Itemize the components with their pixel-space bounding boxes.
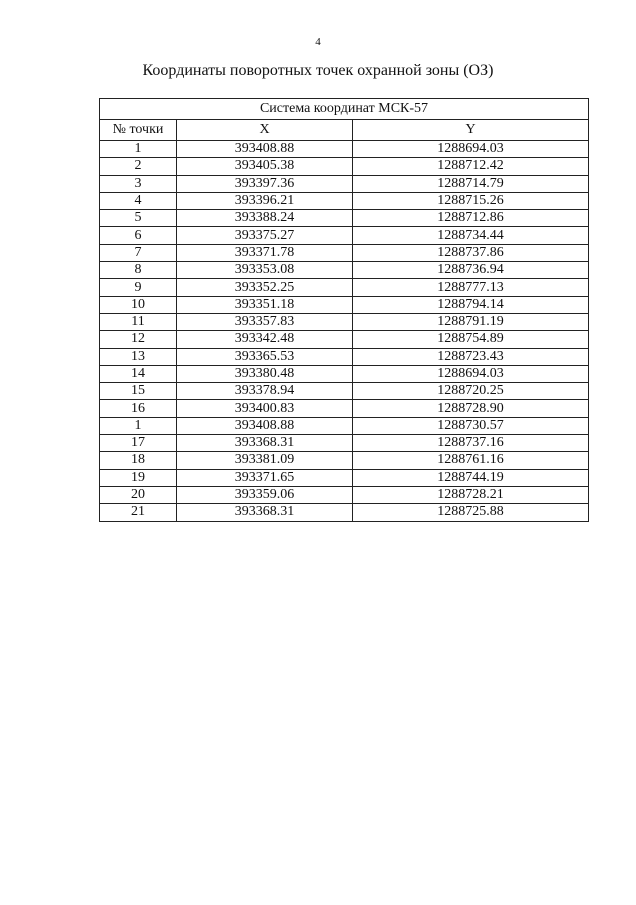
point-number-cell: 14 [100, 365, 177, 382]
table-row [100, 417, 589, 434]
x-cell: 393375.27 [177, 227, 353, 244]
x-cell: 393371.65 [177, 469, 353, 486]
y-cell: 1288736.94 [353, 262, 589, 279]
y-cell: 1288791.19 [353, 313, 589, 330]
point-number-cell: 10 [100, 296, 177, 313]
x-cell: 393357.83 [177, 313, 353, 330]
point-number-cell: 17 [100, 435, 177, 452]
point-number-cell: 13 [100, 348, 177, 365]
table-row [100, 383, 589, 400]
y-cell: 1288794.14 [353, 296, 589, 313]
table-row [100, 313, 589, 330]
x-cell: 393408.88 [177, 141, 353, 158]
x-cell: 393359.06 [177, 486, 353, 503]
x-cell: 393408.88 [177, 417, 353, 434]
table-row [100, 435, 589, 452]
x-cell: 393365.53 [177, 348, 353, 365]
x-cell: 393368.31 [177, 504, 353, 521]
table-row [100, 192, 589, 209]
x-cell: 393352.25 [177, 279, 353, 296]
table-row [100, 452, 589, 469]
table-row [100, 331, 589, 348]
table-row [100, 365, 589, 382]
page-number: 4 [315, 36, 321, 48]
point-number-cell: 1 [100, 141, 177, 158]
x-cell: 393397.36 [177, 175, 353, 192]
table-row [100, 141, 589, 158]
table-row [100, 296, 589, 313]
x-cell: 393378.94 [177, 383, 353, 400]
point-number-cell: 9 [100, 279, 177, 296]
table-row [100, 279, 589, 296]
coordinates-table [99, 98, 589, 522]
y-cell: 1288754.89 [353, 331, 589, 348]
x-cell: 393405.38 [177, 158, 353, 175]
x-cell: 393351.18 [177, 296, 353, 313]
y-cell: 1288714.79 [353, 175, 589, 192]
point-number-cell: 12 [100, 331, 177, 348]
point-number-cell: 6 [100, 227, 177, 244]
point-number-cell: 15 [100, 383, 177, 400]
x-cell: 393381.09 [177, 452, 353, 469]
x-cell: 393342.48 [177, 331, 353, 348]
x-cell: 393388.24 [177, 210, 353, 227]
y-cell: 1288712.86 [353, 210, 589, 227]
point-number-cell: 16 [100, 400, 177, 417]
point-number-cell: 19 [100, 469, 177, 486]
y-cell: 1288728.90 [353, 400, 589, 417]
table-row [100, 262, 589, 279]
y-cell: 1288761.16 [353, 452, 589, 469]
point-number-cell: 7 [100, 244, 177, 261]
y-cell: 1288720.25 [353, 383, 589, 400]
coordinate-system-row [100, 99, 589, 120]
y-cell: 1288712.42 [353, 158, 589, 175]
point-number-cell: 8 [100, 262, 177, 279]
table-row [100, 504, 589, 521]
x-cell: 393353.08 [177, 262, 353, 279]
y-cell: 1288715.26 [353, 192, 589, 209]
table-row [100, 158, 589, 175]
header-point-number: № точки [100, 120, 177, 141]
point-number-cell: 5 [100, 210, 177, 227]
point-number-cell: 20 [100, 486, 177, 503]
point-number-cell: 4 [100, 192, 177, 209]
y-cell: 1288694.03 [353, 365, 589, 382]
y-cell: 1288723.43 [353, 348, 589, 365]
point-number-cell: 2 [100, 158, 177, 175]
header-y: Y [353, 120, 589, 141]
y-cell: 1288694.03 [353, 141, 589, 158]
x-cell: 393371.78 [177, 244, 353, 261]
y-cell: 1288734.44 [353, 227, 589, 244]
y-cell: 1288728.21 [353, 486, 589, 503]
table-row [100, 469, 589, 486]
y-cell: 1288725.88 [353, 504, 589, 521]
x-cell: 393380.48 [177, 365, 353, 382]
table-row [100, 244, 589, 261]
document-title: Координаты поворотных точек охранной зоны (ОЗ) [142, 62, 494, 79]
table-row [100, 348, 589, 365]
x-cell: 393396.21 [177, 192, 353, 209]
table-row [100, 486, 589, 503]
table-row [100, 210, 589, 227]
x-cell: 393368.31 [177, 435, 353, 452]
y-cell: 1288744.19 [353, 469, 589, 486]
table-header-row [100, 120, 589, 141]
table-row [100, 175, 589, 192]
y-cell: 1288737.86 [353, 244, 589, 261]
point-number-cell: 21 [100, 504, 177, 521]
coordinate-system-label: Система координат МСК-57 [100, 99, 589, 120]
point-number-cell: 3 [100, 175, 177, 192]
point-number-cell: 1 [100, 417, 177, 434]
point-number-cell: 11 [100, 313, 177, 330]
y-cell: 1288777.13 [353, 279, 589, 296]
y-cell: 1288730.57 [353, 417, 589, 434]
x-cell: 393400.83 [177, 400, 353, 417]
point-number-cell: 18 [100, 452, 177, 469]
header-x: X [177, 120, 353, 141]
table-row [100, 227, 589, 244]
table-row [100, 400, 589, 417]
y-cell: 1288737.16 [353, 435, 589, 452]
